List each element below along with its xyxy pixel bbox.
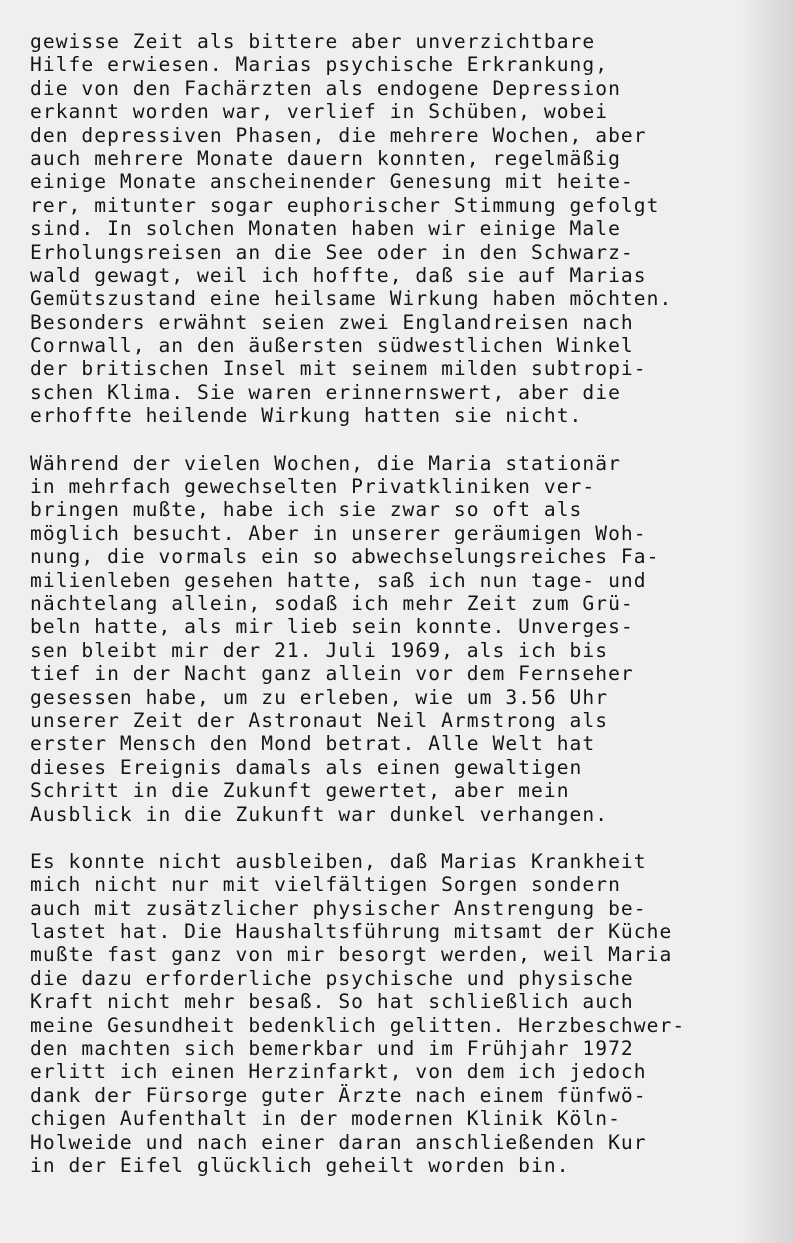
text-line: dieses Ereignis damals als einen gewaltigen xyxy=(30,755,583,779)
text-line: nung, die vormals ein so abwechselungsreiches Fa- xyxy=(30,545,660,569)
text-line: den depressiven Phasen, die mehrere Wochen, aber xyxy=(30,123,647,147)
text-line: Ausblick in die Zukunft war dunkel verhangen. xyxy=(30,802,609,826)
text-line: Besonders erwähnt seien zwei Englandreisen nach xyxy=(30,310,634,334)
text-line: beln hatte, als mir lieb sein konnte. Unverges- xyxy=(30,615,634,639)
text-line: Hilfe erwiesen. Marias psychische Erkrankung, xyxy=(30,53,609,77)
text-line: chigen Aufenthalt in der modernen Klinik Köln- xyxy=(30,1107,621,1131)
text-line: einige Monate anscheinender Genesung mit heite- xyxy=(30,170,634,194)
text-line: Es konnte nicht ausbleiben, daß Marias Krankheit xyxy=(30,849,647,873)
text-line: unserer Zeit der Astronaut Neil Armstrong als xyxy=(30,708,609,732)
text-line: den machten sich bemerkbar und im Frühjahr 1972 xyxy=(30,1037,634,1061)
text-line: die dazu erforderliche psychische und physische xyxy=(30,966,634,990)
text-line: erhoffte heilende Wirkung hatten sie nicht. xyxy=(30,404,583,428)
text-line: erkannt worden war, verlief in Schüben, wobei xyxy=(30,100,609,124)
text-line: milienleben gesehen hatte, saß ich nun tage- und xyxy=(30,568,647,592)
text-line: wald gewagt, weil ich hoffte, daß sie auf Marias xyxy=(30,263,647,287)
text-line: sen bleibt mir der 21. Juli 1969, als ich bis xyxy=(30,638,609,662)
text-line: schen Klima. Sie waren erinnernswert, aber die xyxy=(30,380,621,404)
text-line: Cornwall, an den äußersten südwestlichen Winkel xyxy=(30,334,634,358)
body-text xyxy=(30,30,770,1177)
text-line: möglich besucht. Aber in unserer geräumigen Woh- xyxy=(30,521,647,545)
text-line: sind. In solchen Monaten haben wir einige Male xyxy=(30,217,621,241)
text-line: dank der Fürsorge guter Ärzte nach einem fünfwö- xyxy=(30,1083,647,1107)
text-line: lastet hat. Die Haushaltsführung mitsamt der Küche xyxy=(30,920,673,944)
text-line: tief in der Nacht ganz allein vor dem Fernseher xyxy=(30,662,634,686)
text-line: auch mit zusätzlicher physischer Anstrengung be- xyxy=(30,896,647,920)
text-line: gesessen habe, um zu erleben, wie um 3.56 Uhr xyxy=(30,685,609,709)
text-line: rer, mitunter sogar euphorischer Stimmung gefolgt xyxy=(30,193,660,217)
paragraph-3 xyxy=(30,850,770,1177)
text-line: meine Gesundheit bedenklich gelitten. Herzbeschwer- xyxy=(30,1013,686,1037)
text-line: bringen mußte, habe ich sie zwar so oft als xyxy=(30,498,583,522)
text-line: in der Eifel glücklich geheilt worden bin. xyxy=(30,1153,570,1177)
text-line: Kraft nicht mehr besaß. So hat schließlich auch xyxy=(30,990,634,1014)
text-line: die von den Fachärzten als endogene Depression xyxy=(30,76,621,100)
text-line: mußte fast ganz von mir besorgt werden, weil Maria xyxy=(30,943,673,967)
text-line: Holweide und nach einer daran anschließenden Kur xyxy=(30,1130,647,1154)
text-line: erlitt ich einen Herzinfarkt, von dem ich jedoch xyxy=(30,1060,647,1084)
text-line: auch mehrere Monate dauern konnten, regelmäßig xyxy=(30,146,621,170)
text-line: mich nicht nur mit vielfältigen Sorgen sondern xyxy=(30,873,621,897)
text-line: Erholungsreisen an die See oder in den Schwarz- xyxy=(30,240,634,264)
text-line: nächtelang allein, sodaß ich mehr Zeit zum Grü- xyxy=(30,591,634,615)
text-line: erster Mensch den Mond betrat. Alle Welt hat xyxy=(30,732,596,756)
text-line: Während der vielen Wochen, die Maria stationär xyxy=(30,451,621,475)
text-line: der britischen Insel mit seinem milden subtropi- xyxy=(30,357,647,381)
paragraph-2 xyxy=(30,452,770,826)
text-line: in mehrfach gewechselten Privatkliniken ver- xyxy=(30,475,596,499)
text-line: Gemütszustand eine heilsame Wirkung haben möchten. xyxy=(30,287,673,311)
text-line: gewisse Zeit als bittere aber unverzichtbare xyxy=(30,30,596,53)
paragraph-1 xyxy=(30,30,770,428)
text-line: Schritt in die Zukunft gewertet, aber mein xyxy=(30,779,570,803)
